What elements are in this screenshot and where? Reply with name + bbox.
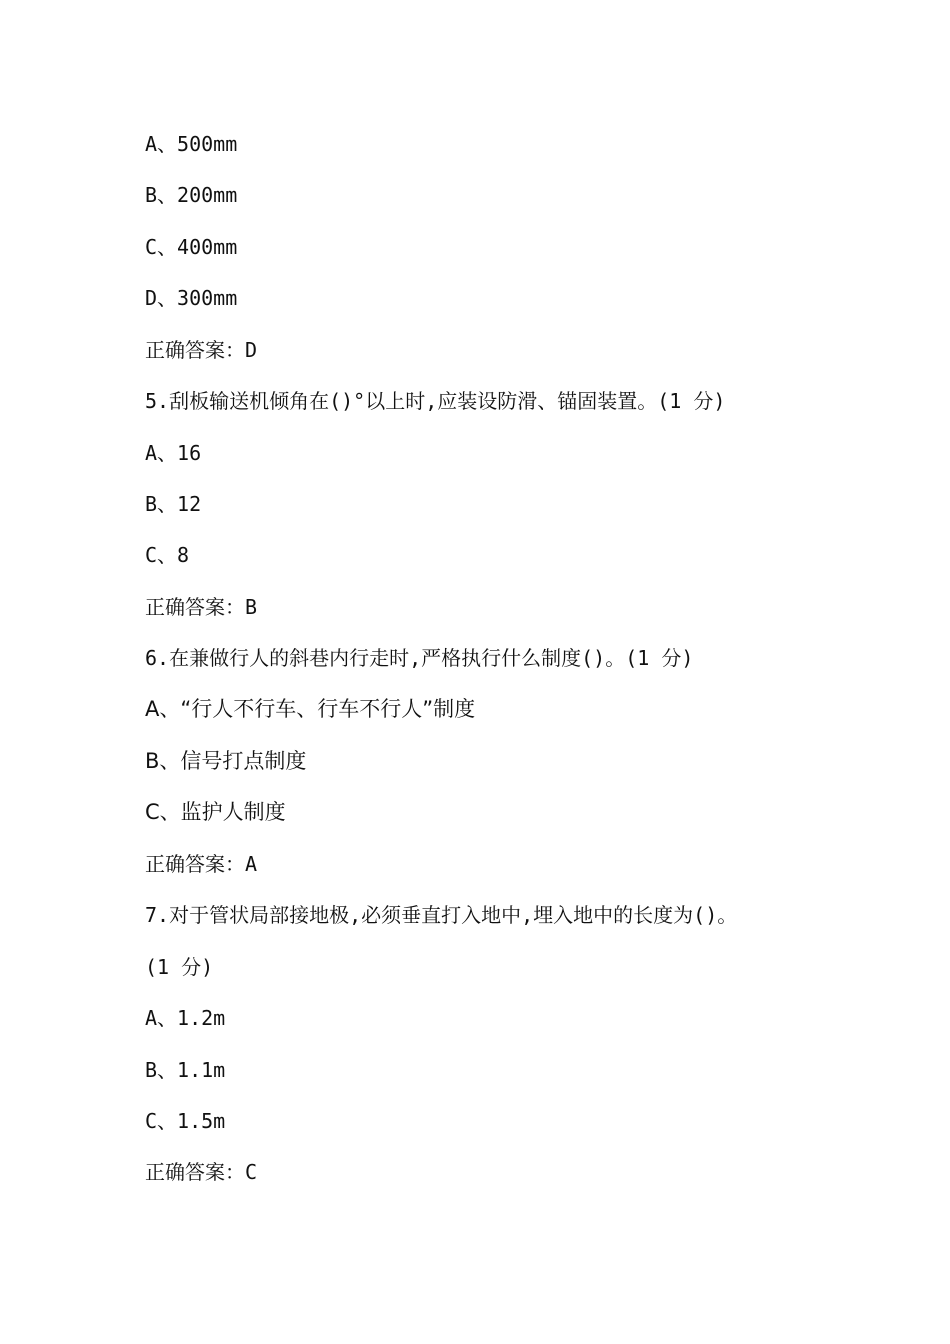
question-6: 6.在兼做行人的斜巷内行走时,严格执行什么制度()。(1 分) (145, 646, 694, 670)
option-b-q6: B、信号打点制度 (145, 749, 307, 773)
option-c-q7: C、1.5m (145, 1109, 226, 1133)
option-a-q7: A、1.2m (145, 1006, 226, 1030)
question-5: 5.刮板输送机倾角在()°以上时,应装设防滑、锚固装置。(1 分) (145, 389, 726, 413)
answer-q7: 正确答案：C (145, 1160, 258, 1184)
option-a-q4: A、500mm (145, 132, 238, 156)
answer-q6: 正确答案：A (145, 852, 258, 876)
option-c-q5: C、8 (145, 543, 190, 567)
option-c-q4: C、400mm (145, 235, 238, 259)
question-7: 7.对于管状局部接地极,必须垂直打入地中,埋入地中的长度为()。 (145, 903, 738, 927)
answer-q4: 正确答案：D (145, 338, 258, 362)
question-7-score: (1 分) (145, 955, 214, 979)
option-a-q5: A、16 (145, 441, 202, 465)
option-a-q6: A、“行人不行车、行车不行人”制度 (145, 697, 476, 721)
option-b-q5: B、12 (145, 492, 202, 516)
answer-q5: 正确答案：B (145, 595, 258, 619)
option-b-q7: B、1.1m (145, 1058, 226, 1082)
option-b-q4: B、200mm (145, 183, 238, 207)
option-d-q4: D、300mm (145, 286, 238, 310)
option-c-q6: C、监护人制度 (145, 800, 286, 824)
